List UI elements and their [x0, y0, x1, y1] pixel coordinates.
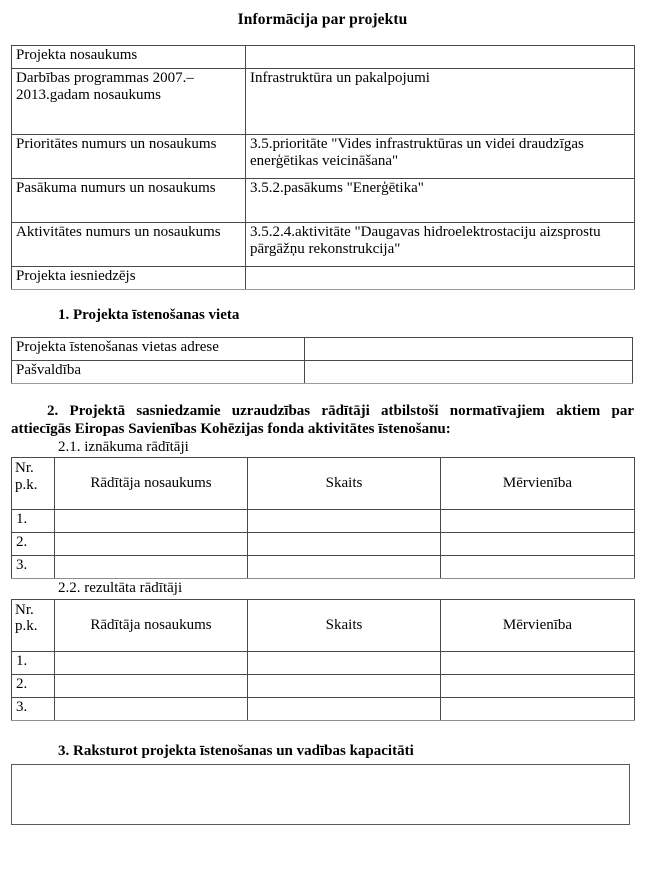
table-row: [12, 68, 635, 134]
cell-indicator-name[interactable]: [55, 510, 248, 533]
cell-indicator-name[interactable]: [55, 674, 248, 697]
table-row: [12, 134, 635, 178]
location-label-municipality: Pašvaldība: [12, 360, 305, 383]
table-row: [12, 697, 635, 720]
cell-count[interactable]: [248, 697, 441, 720]
capacity-description-box[interactable]: [11, 764, 630, 825]
table-row: [12, 337, 633, 360]
cell-count[interactable]: [248, 533, 441, 556]
table-row: [12, 222, 635, 266]
info-value-project-name[interactable]: [246, 45, 635, 68]
column-header-count: Skaits: [248, 599, 441, 651]
cell-unit[interactable]: [441, 510, 635, 533]
table-header-row: [12, 458, 635, 510]
info-value-applicant[interactable]: [246, 266, 635, 289]
info-label-project-name: Projekta nosaukums: [12, 45, 246, 68]
table-header-row: [12, 599, 635, 651]
info-label-applicant: Projekta iesniedzējs: [12, 266, 246, 289]
cell-count[interactable]: [248, 651, 441, 674]
row-index: 1.: [12, 510, 55, 533]
table-row: [12, 266, 635, 289]
table-row: [12, 556, 635, 579]
cell-unit[interactable]: [441, 697, 635, 720]
column-header-nr-line2: p.k.: [15, 618, 38, 635]
table-row: [12, 360, 633, 383]
section2-heading: 2. Projektā sasniedzamie uzraudzības rādītāji atbilstoši normatīvajiem aktiem par attiecīgās Eiropas Savienības Kohēzijas fonda aktivitātes īstenošanu:: [11, 402, 634, 437]
column-header-nr: [12, 458, 55, 510]
info-value-activity[interactable]: 3.5.2.4.aktivitāte "Daugavas hidroelektrostaciju aizsprostu pārgāžņu rekonstrukcija": [246, 222, 635, 266]
column-header-nr-line1: Nr.: [15, 601, 34, 618]
cell-unit[interactable]: [441, 556, 635, 579]
info-value-programme-name[interactable]: Infrastruktūra un pakalpojumi: [246, 68, 635, 134]
row-index: 2.: [12, 674, 55, 697]
table-row: [12, 45, 635, 68]
row-index: 1.: [12, 651, 55, 674]
subsection-2-1-heading: 2.1. iznākuma rādītāji: [58, 439, 189, 456]
section3-heading: 3. Raksturot projekta īstenošanas un vadības kapacitāti: [58, 742, 414, 759]
table-row: [12, 178, 635, 222]
column-header-nr-line1: Nr.: [15, 460, 34, 477]
row-index: 3.: [12, 556, 55, 579]
project-info-table: [11, 45, 635, 290]
cell-unit[interactable]: [441, 674, 635, 697]
implementation-location-table: [11, 337, 633, 384]
info-label-priority: Prioritātes numurs un nosaukums: [12, 134, 246, 178]
document-page: [0, 11, 645, 890]
info-label-activity: Aktivitātes numurs un nosaukums: [12, 222, 246, 266]
info-value-measure[interactable]: 3.5.2.pasākums "Enerģētika": [246, 178, 635, 222]
row-index: 3.: [12, 697, 55, 720]
column-header-unit: Mērvienība: [441, 458, 635, 510]
cell-count[interactable]: [248, 510, 441, 533]
info-value-priority[interactable]: 3.5.prioritāte "Vides infrastruktūras un videi draudzīgas enerģētikas veicināšana": [246, 134, 635, 178]
cell-unit[interactable]: [441, 651, 635, 674]
location-value-municipality[interactable]: [305, 360, 633, 383]
table-row: [12, 674, 635, 697]
cell-indicator-name[interactable]: [55, 697, 248, 720]
cell-count[interactable]: [248, 556, 441, 579]
result-indicators-table: [11, 599, 635, 721]
cell-indicator-name[interactable]: [55, 533, 248, 556]
column-header-count: Skaits: [248, 458, 441, 510]
cell-indicator-name[interactable]: [55, 651, 248, 674]
column-header-indicator-name: Rādītāja nosaukums: [55, 599, 248, 651]
column-header-indicator-name: Rādītāja nosaukums: [55, 458, 248, 510]
table-row: [12, 510, 635, 533]
info-label-programme-name: Darbības programmas 2007.–2013.gadam nosaukums: [12, 68, 246, 134]
location-label-address: Projekta īstenošanas vietas adrese: [12, 337, 305, 360]
output-indicators-table: [11, 457, 635, 579]
table-row: [12, 533, 635, 556]
cell-count[interactable]: [248, 674, 441, 697]
column-header-unit: Mērvienība: [441, 599, 635, 651]
section1-heading: 1. Projekta īstenošanas vieta: [58, 306, 240, 323]
table-row: [12, 651, 635, 674]
info-label-measure: Pasākuma numurs un nosaukums: [12, 178, 246, 222]
subsection-2-2-heading: 2.2. rezultāta rādītāji: [58, 580, 183, 597]
column-header-nr-line2: p.k.: [15, 477, 38, 494]
row-index: 2.: [12, 533, 55, 556]
cell-unit[interactable]: [441, 533, 635, 556]
location-value-address[interactable]: [305, 337, 633, 360]
column-header-nr: [12, 599, 55, 651]
cell-indicator-name[interactable]: [55, 556, 248, 579]
page-title: Informācija par projektu: [237, 11, 408, 28]
